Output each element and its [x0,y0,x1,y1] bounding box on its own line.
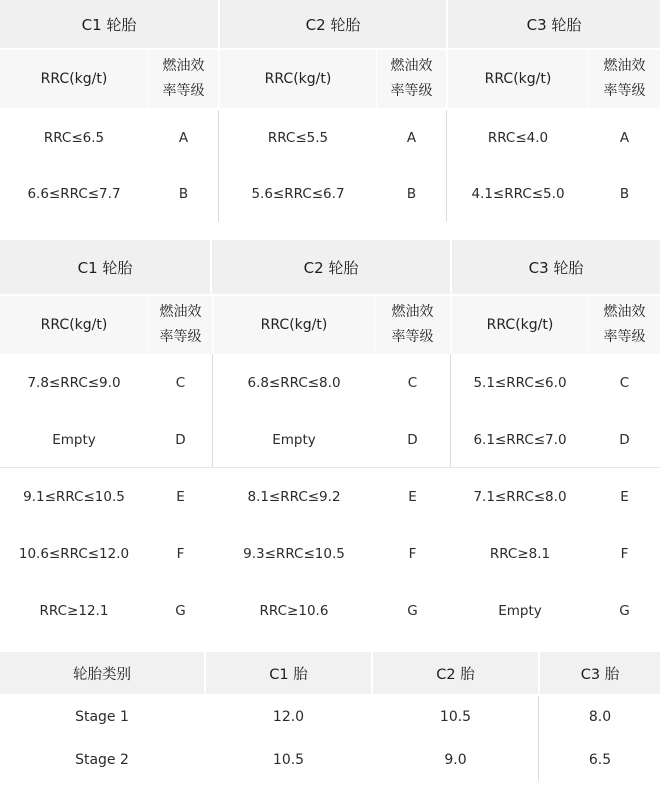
table1-r2-c3-grade: B [619,186,630,202]
table2-r4-c1-grade: F [176,545,185,562]
table1-c3-grade-header [589,50,660,108]
table2-c1-grade-header [149,296,212,354]
table2-r5-c1-range: RRC≥12.1 [39,602,109,619]
table2-r1-c2-range: 6.8≤RRC≤8.0 [247,374,341,391]
grade-header-line2: 率等级 [390,83,433,99]
table2-c2-grade-header [375,296,450,354]
table2-r4-c2-range: 9.3≤RRC≤10.5 [243,545,345,562]
table1-c2-rrc-header: RRC(kg/t) [220,50,376,108]
table2-r5-c2-grade: G [407,602,418,619]
table2-r4-c3-grade: F [620,545,629,562]
table1-r1-c3-range: RRC≤4.0 [487,130,549,146]
table1-c1-grade-header [149,50,218,108]
table1-r1-c3-grade: A [619,130,630,146]
table2-r5-c2-range: RRC≥10.6 [259,602,329,619]
table2-r3-c3-grade: E [620,488,629,505]
table1-c1-rrc-header: RRC(kg/t) [0,50,148,108]
grade-header-line2: 率等级 [603,329,646,345]
table3-header-category: 轮胎类别 [0,652,204,694]
grade-header-line1: 燃油效 [159,304,202,320]
table2-r4-c3-range: RRC≥8.1 [489,545,551,562]
table3-r1-label: Stage 1 [75,709,129,725]
table2-c2-rrc-header: RRC(kg/t) [214,296,374,354]
table3-r1-c1: 12.0 [272,709,305,725]
table2-r5-c3-range: Empty [498,602,542,619]
table3-r1-c2: 10.5 [439,709,472,725]
table2-group-c3: C3 轮胎 [452,240,660,294]
table2-r2-c2-range: Empty [272,431,316,448]
table3-r2-label: Stage 2 [75,752,129,768]
table2-c1-rrc-header: RRC(kg/t) [0,296,148,354]
table1-c3-rrc-header: RRC(kg/t) [448,50,588,108]
table2-r2-c3-grade: D [619,431,630,448]
table2-r4-c1-range: 10.6≤RRC≤12.0 [18,545,130,562]
table1-r1-c2-range: RRC≤5.5 [267,130,329,146]
table2-group-c2: C2 轮胎 [212,240,450,294]
table3-r2-c3: 6.5 [588,752,612,768]
table1-r2-c2-grade: B [406,186,417,202]
table2-r2-c1-grade: D [175,431,186,448]
table2-r3-c1-grade: E [176,488,185,505]
table2-group-c1: C1 轮胎 [0,240,210,294]
grade-header-line2: 率等级 [159,329,202,345]
table2-r3-c1-range: 9.1≤RRC≤10.5 [23,488,125,505]
grade-header-line1: 燃油效 [390,58,433,74]
table2-r3-c2-range: 8.1≤RRC≤9.2 [247,488,341,505]
table2-r5-c1-grade: G [175,602,186,619]
divider [446,110,447,222]
table2-r2-c3-range: 6.1≤RRC≤7.0 [473,431,567,448]
table3-header-c3: C3 胎 [540,652,660,694]
table1-r1-c1-grade: A [178,130,189,146]
table2-r1-c2-grade: C [407,374,418,391]
table1-group-c3: C3 轮胎 [448,0,660,48]
table1-r1-c2-grade: A [406,130,417,146]
table3-r2-c2: 9.0 [444,752,467,768]
grade-header-line1: 燃油效 [603,304,646,320]
divider [212,354,213,467]
grade-header-line1: 燃油效 [391,304,434,320]
table1-r2-c1-grade: B [178,186,189,202]
table2-r1-c3-grade: C [619,374,630,391]
table2-c3-grade-header [589,296,660,354]
table3-header-c2: C2 胎 [373,652,538,694]
table1-group-c1: C1 轮胎 [0,0,218,48]
table1-group-c2: C2 轮胎 [220,0,446,48]
table2-r1-c3-range: 5.1≤RRC≤6.0 [473,374,567,391]
table2-r4-c2-grade: F [408,545,417,562]
grade-header-line2: 率等级 [162,83,205,99]
table1-r1-c1-range: RRC≤6.5 [43,130,105,146]
table1-r2-c1-range: 6.6≤RRC≤7.7 [27,186,121,202]
table2-r2-c2-grade: D [407,431,418,448]
divider [538,696,539,781]
divider [0,467,660,468]
table2-r2-c1-range: Empty [52,431,96,448]
table2-r1-c1-range: 7.8≤RRC≤9.0 [27,374,121,391]
table2-r3-c2-grade: E [408,488,417,505]
table3-r2-c1: 10.5 [272,752,305,768]
grade-header-line1: 燃油效 [603,58,646,74]
table2-r5-c3-grade: G [619,602,630,619]
table3-header-c1: C1 胎 [206,652,371,694]
table1-c2-grade-header [377,50,446,108]
table1-r2-c3-range: 4.1≤RRC≤5.0 [471,186,565,202]
grade-header-line1: 燃油效 [162,58,205,74]
table2-r3-c3-range: 7.1≤RRC≤8.0 [473,488,567,505]
divider [218,110,219,222]
table1-r2-c2-range: 5.6≤RRC≤6.7 [251,186,345,202]
table3-r1-c3: 8.0 [588,709,612,725]
table2-c3-rrc-header: RRC(kg/t) [452,296,588,354]
divider [450,354,451,467]
grade-header-line2: 率等级 [603,83,646,99]
grade-header-line2: 率等级 [391,329,434,345]
table2-r1-c1-grade: C [175,374,186,391]
